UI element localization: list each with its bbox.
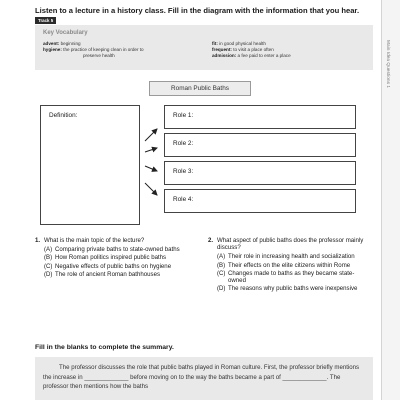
option-text: Their effects on the elite citizens within Rome [228, 261, 351, 269]
option-text: Changes made to baths as they became state-owned [228, 269, 355, 285]
answer-option[interactable] [35, 246, 195, 253]
vocab-term: fit: [212, 41, 218, 46]
arrow-to-role-2 [145, 148, 157, 152]
question-2-number: 2. [208, 237, 214, 244]
vocab-definition: a fee paid to enter a place [237, 53, 291, 58]
question-1-number: 1. [35, 237, 41, 244]
instruction-text: Listen to a lecture in a history class. Fill in the diagram with the information that you hear. [35, 6, 360, 15]
definition-label: Definition: [49, 112, 78, 119]
question-2 [208, 237, 368, 294]
role-1-label: Role 1: [173, 112, 194, 119]
role-4-label: Role 4: [173, 196, 194, 203]
answer-option[interactable] [208, 285, 368, 292]
question-2-stem: What aspect of public baths does the professor mainly discuss? [217, 237, 364, 252]
option-letter: (B) [217, 261, 226, 269]
vocab-term: hygiene: [43, 47, 62, 52]
answer-option[interactable] [35, 263, 195, 270]
answer-option[interactable] [35, 254, 195, 261]
vocab-definition: beginning [60, 41, 81, 46]
option-letter: (D) [217, 285, 226, 293]
vocab-term: admission: [212, 53, 237, 58]
vocab-definition: to visit a place often [233, 47, 274, 52]
diagram-title: Roman Public Baths [149, 81, 251, 96]
arrow-to-role-1 [145, 129, 157, 141]
option-letter: (A) [217, 253, 226, 261]
role-2-label: Role 2: [173, 140, 194, 147]
answer-option[interactable] [35, 271, 195, 278]
option-text: Negative effects of public baths on hygiene [55, 262, 172, 270]
vocab-term: advent: [43, 41, 60, 46]
option-letter: (D) [44, 271, 53, 279]
vocab-definition-continued: preserve health [83, 52, 115, 58]
option-text: How Roman politics inspired public baths [55, 254, 167, 262]
option-letter: (A) [44, 246, 53, 254]
option-text: The role of ancient Roman bathhouses [55, 271, 161, 279]
option-text: Their role in increasing health and socialization [228, 253, 355, 261]
vocab-term: frequent: [212, 47, 232, 52]
summary-text: The professor discusses the role that public baths played in Roman culture. First, the professor briefly mentions the increase in _____________ before moving on to the way the baths became a part of _____________. The professor then mentions how the baths [43, 364, 360, 390]
question-1-stem: What is the main topic of the lecture? [44, 237, 145, 244]
answer-option[interactable] [208, 262, 368, 269]
role-3-label: Role 3: [173, 168, 194, 175]
summary-heading: Fill in the blanks to complete the summary. [35, 344, 174, 351]
side-tab-label: Main Idea Questions 1 [385, 40, 390, 88]
arrow-to-role-3 [145, 166, 157, 171]
answer-option[interactable] [208, 270, 368, 284]
track-badge: Track 5 [35, 17, 56, 24]
answer-option[interactable] [208, 253, 368, 260]
option-text: Comparing private baths to state-owned baths [55, 246, 180, 254]
key-vocabulary-title: Key Vocabulary [43, 30, 88, 36]
vocab-definition: the practice of keeping clean in order to [63, 47, 144, 52]
question-1 [35, 237, 195, 280]
option-letter: (B) [44, 254, 53, 262]
vocab-definition: in good physical health [219, 41, 266, 46]
option-letter: (C) [44, 262, 53, 270]
arrow-to-role-4 [145, 183, 157, 195]
option-text: The reasons why public baths were inexpensive [228, 285, 358, 293]
summary-box [35, 357, 373, 400]
option-letter: (C) [217, 269, 226, 277]
